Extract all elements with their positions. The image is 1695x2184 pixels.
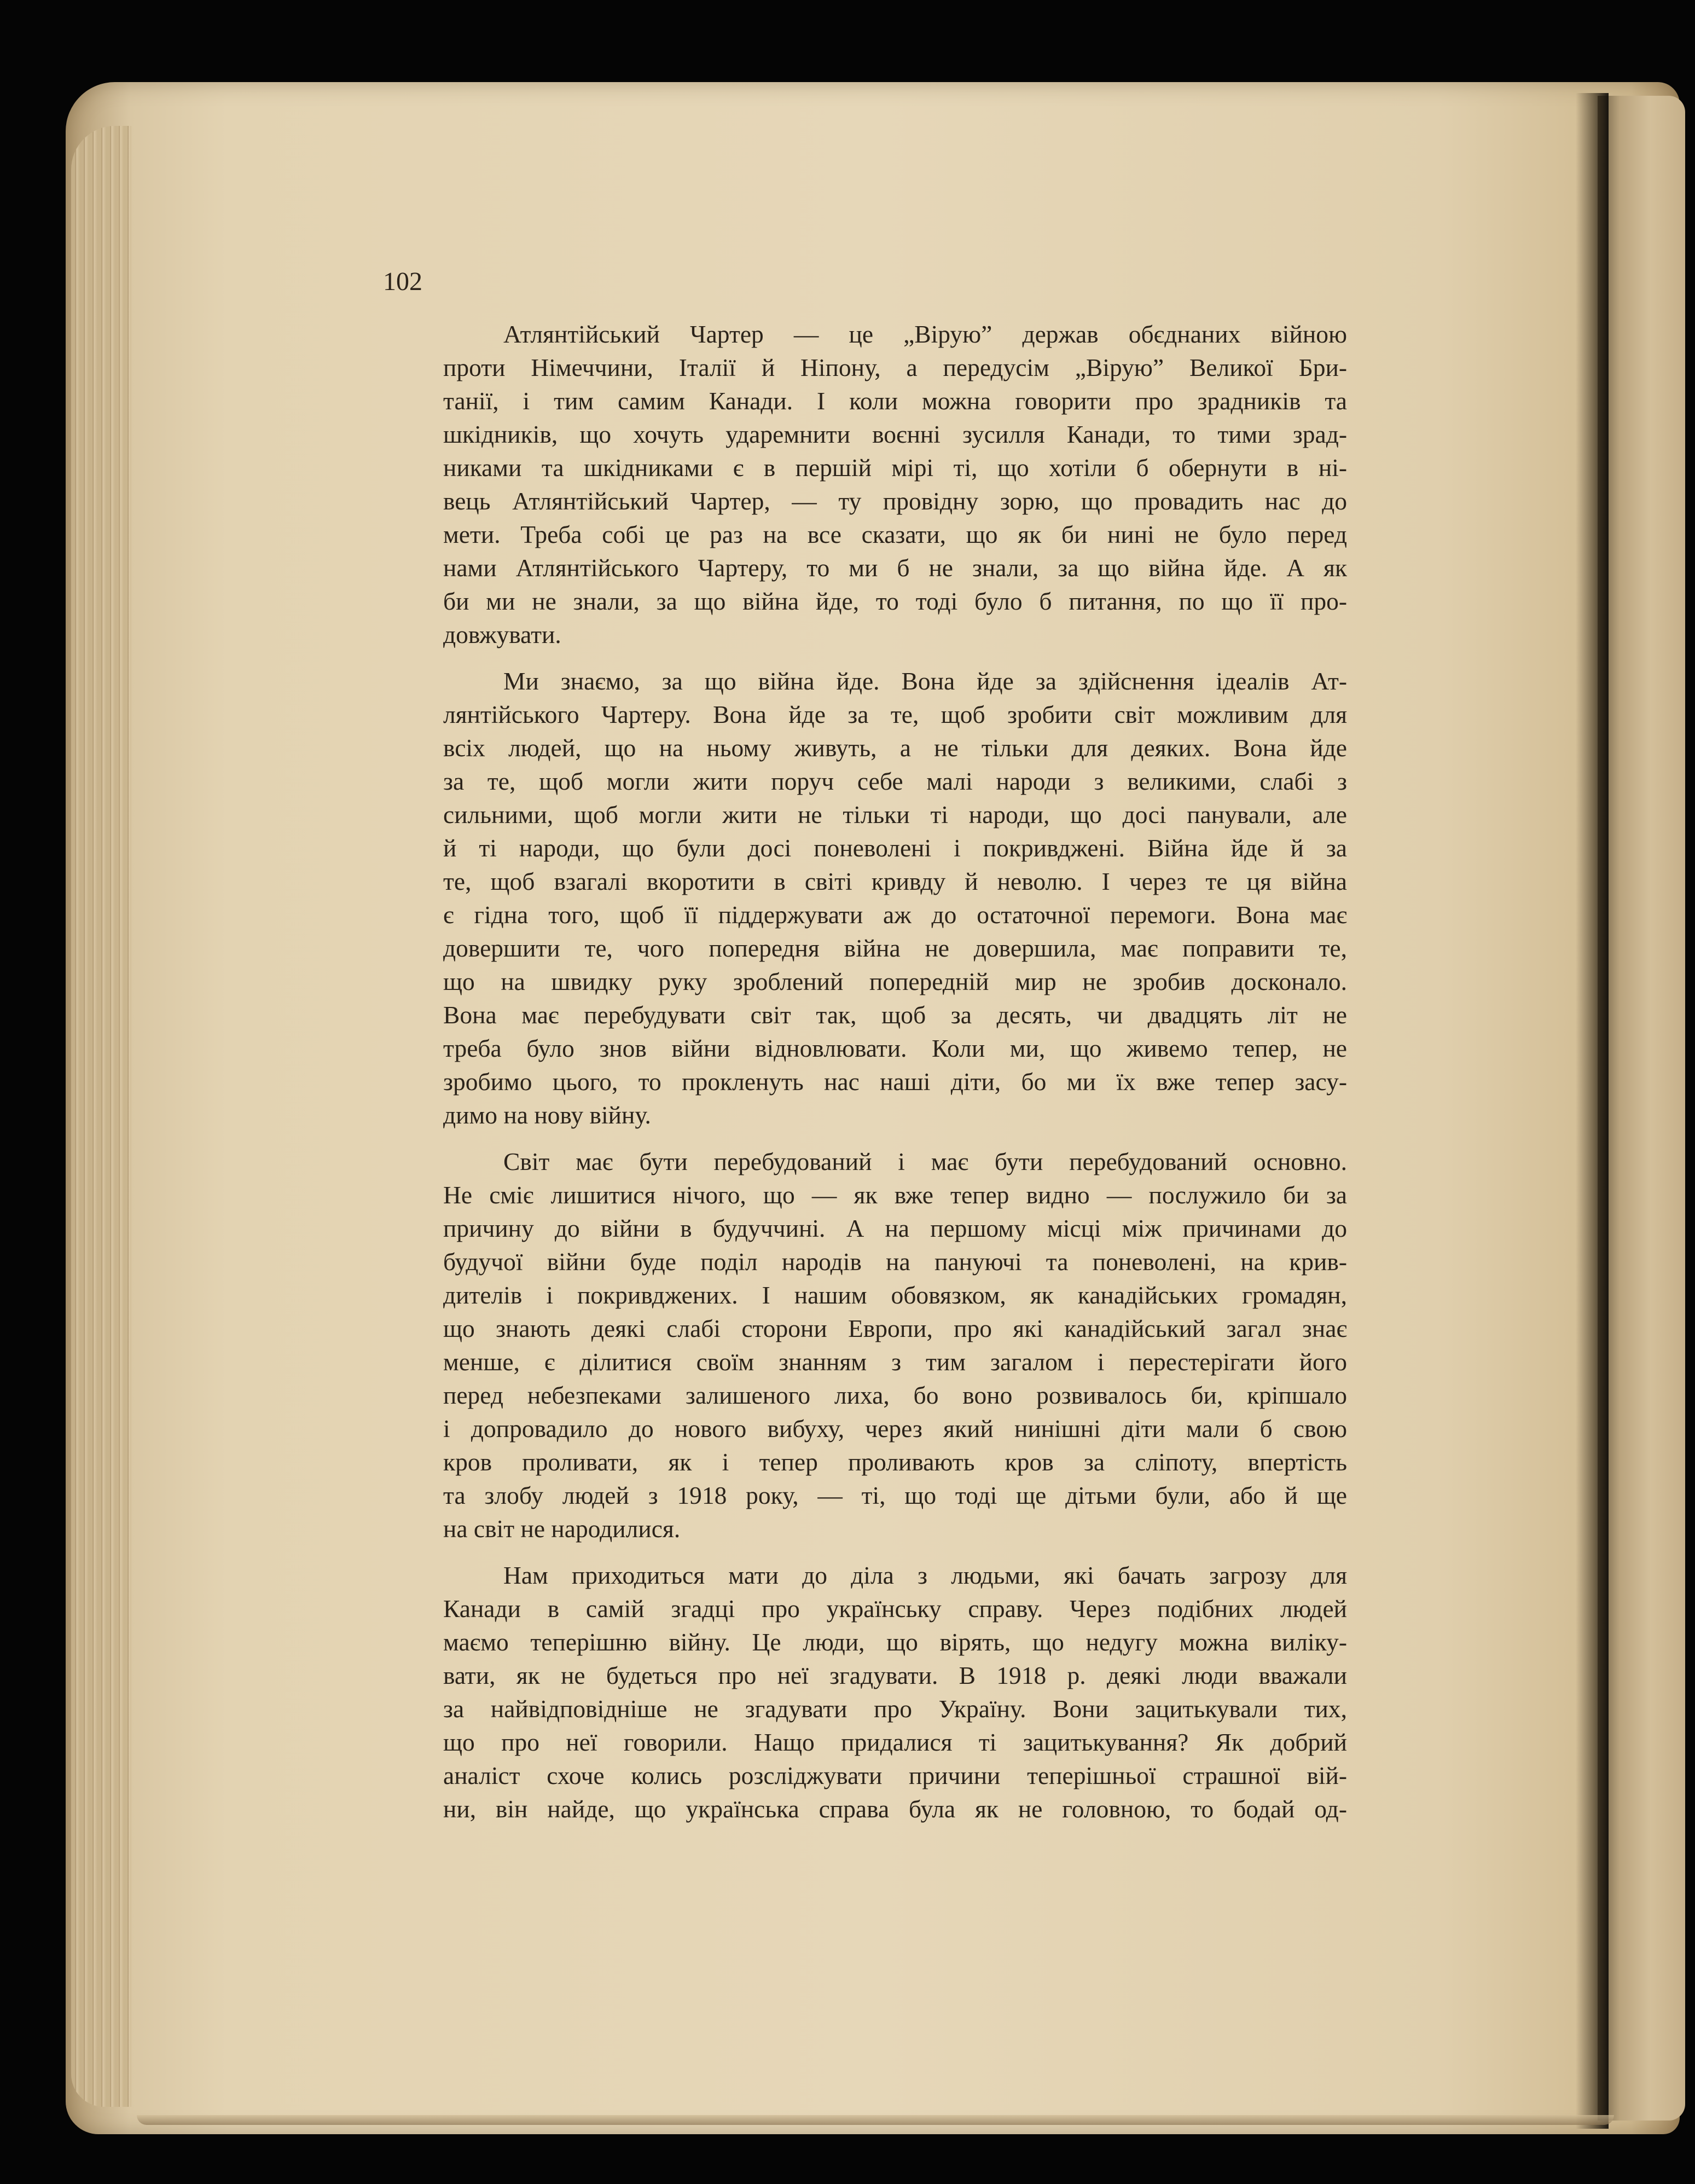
text-line: що на швидку руку зроблений попередній мир не зробив досконало. [443,968,1347,995]
text-line: никами та шкідниками є в першій мірі ті, що хотіли б обернути в ні- [443,454,1347,482]
text-line: проти Німеччини, Італії й Ніпону, а передусім „Вірую” Великої Бри- [443,354,1347,381]
text-line: маємо теперішню війну. Це люди, що вірять, що недугу можна виліку- [443,1628,1347,1656]
text-line: менше, є ділитися своїм знанням з тим загалом і перестерігати його [443,1348,1347,1376]
text-line: Вона має перебудувати світ так, щоб за десять, чи двадцять літ не [443,1001,1347,1029]
text-line: нами Атлянтійського Чартеру, то ми б не знали, за що війна йде. А як [443,554,1347,582]
paragraph [383,317,1347,651]
text-line: треба було знов війни відновлювати. Коли ми, що живемо тепер, не [443,1034,1347,1062]
text-line: аналіст схоче колись розсліджувати причини теперішньої страшної вій- [443,1762,1347,1789]
text-line: зробимо цього, то прокленуть нас наші діти, бо ми їх вже тепер засу- [443,1068,1347,1096]
text-line: і допровадило до нового вибуху, через який нинішні діти мали б свою [443,1415,1347,1443]
text-line: те, щоб взагалі вкоротити в світі кривду й неволю. І через те ця війна [443,867,1347,895]
text-line: Світ має бути перебудований і має бути перебудований основно. [503,1148,1347,1175]
text-line: за найвідповідніше не згадувати про Україну. Вони зацитькували тих, [443,1695,1347,1723]
text-line: би ми не знали, за що війна йде, то тоді було б питання, по що її про- [443,587,1347,615]
text-line: що знають деякі слабі сторони Европи, про які канадійський загал знає [443,1314,1347,1342]
page-number: 102 [383,267,422,296]
text-line: димо на нову війну. [443,1101,651,1129]
text-line: ни, він найде, що українська справа була як не головною, то бодай од- [443,1795,1347,1823]
text-line: є гідна того, щоб її піддержувати аж до остаточної перемоги. Вона має [443,901,1347,929]
text-line: дителів і покривджених. І нашим обовязком, як канадійських громадян, [443,1281,1347,1309]
text-line: всіх людей, що на ньому живуть, а не тільки для деяких. Вона йде [443,734,1347,762]
text-line: Ми знаємо, за що війна йде. Вона йде за здійснення ідеалів Ат- [503,667,1347,695]
text-line: Нам приходиться мати до діла з людьми, які бачать загрозу для [503,1561,1347,1589]
text-line: вець Атлянтійський Чартер, — ту провідну зорю, що провадить нас до [443,487,1347,515]
paragraph [383,1145,1347,1545]
text-line: лянтійського Чартеру. Вона йде за те, щоб зробити світ можливим для [443,700,1347,728]
text-line: мети. Треба собі це раз на все сказати, що як би нині не було перед [443,520,1347,548]
text-line: на світ не народилися. [443,1515,681,1543]
text-line: довершити те, чого попередня війна не довершила, має поправити те, [443,934,1347,962]
text-line: кров проливати, як і тепер проливають кров за сліпоту, впертість [443,1448,1347,1476]
text-line: танії, і тим самим Канади. І коли можна говорити про зрадників та [443,387,1347,415]
text-line: Канади в самій згадці про українську справу. Через подібних людей [443,1595,1347,1623]
text-line: шкідників, що хочуть ударемнити воєнні зусилля Канади, то тими зрад- [443,420,1347,448]
page-text [383,265,1347,1839]
page-edges [71,126,131,2107]
book-gutter [1576,93,1609,2129]
page-bottom-edge [137,2115,1614,2125]
facing-page-edge [1598,96,1685,2121]
text-line: перед небезпеками залишеного лиха, бо воно розвивалось би, кріпшало [443,1381,1347,1409]
text-line: та злобу людей з 1918 року, — ті, що тоді ще дітьми були, або й ще [443,1481,1347,1509]
text-line: будучої війни буде поділ народів на пануючі та поневолені, на крив- [443,1248,1347,1276]
text-line: Атлянтійський Чартер — це „Вірую” держав обєднаних війною [503,320,1347,348]
text-line: причину до війни в будуччині. А на першому місці між причинами до [443,1214,1347,1242]
paragraph [383,664,1347,1132]
text-line: довжувати. [443,621,561,648]
text-line: вати, як не будеться про неї згадувати. В 1918 р. деякі люди вважали [443,1661,1347,1689]
text-line: за те, щоб могли жити поруч себе малі народи з великими, слабі з [443,767,1347,795]
text-line: сильними, щоб могли жити не тільки ті народи, що досі панували, але [443,801,1347,829]
text-line: Не сміє лишитися нічого, що — як вже тепер видно — послужило би за [443,1181,1347,1209]
text-line: й ті народи, що були досі поневолені і покривджені. Війна йде й за [443,834,1347,862]
text-line: що про неї говорили. Нащо придалися ті зацитькування? Як добрий [443,1728,1347,1756]
paragraph [383,1559,1347,1826]
